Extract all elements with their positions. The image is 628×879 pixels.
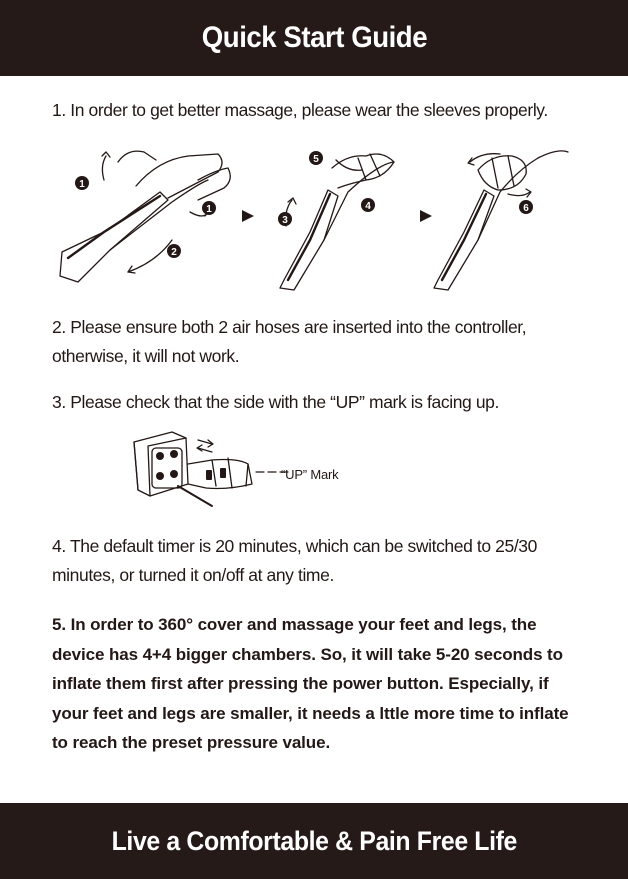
callout-4: 4 — [365, 201, 371, 212]
step-2-text: 2. Please ensure both 2 air hoses are inserted into the controller, otherwise, it will not work. — [52, 317, 527, 366]
footer-tagline: Live a Comfortable & Pain Free Life — [111, 825, 517, 856]
callout-6: 6 — [523, 203, 529, 214]
callout-1a: 1 — [79, 179, 85, 190]
callout-3: 3 — [282, 215, 288, 226]
sleeve-wearing-illustration — [48, 140, 568, 300]
footer-bar — [0, 803, 628, 879]
step-3-text: 3. Please check that the side with the “UP” mark is facing up. — [52, 392, 499, 412]
page-title: Quick Start Guide — [201, 21, 427, 54]
step-4-text: 4. The default timer is 20 minutes, which can be switched to 25/30 minutes, or turned it on/off at any time. — [52, 536, 537, 585]
header-bar — [0, 0, 628, 76]
step-5-text: 5. In order to 360° cover and massage your feet and legs, the device has 4+4 bigger chambers. So, it will take 5-20 seconds to inflate them first after pressing the power button. Especially, if your feet and legs are smaller, it needs a lttle more time to inflate to reach the preset pressure value. — [52, 615, 569, 752]
step-1-text: 1. In order to get better massage, please wear the sleeves properly. — [52, 100, 548, 120]
callout-2: 2 — [171, 247, 177, 258]
callout-5: 5 — [313, 154, 319, 165]
callout-1b: 1 — [206, 204, 212, 215]
up-mark-label: “UP” Mark — [281, 467, 339, 482]
